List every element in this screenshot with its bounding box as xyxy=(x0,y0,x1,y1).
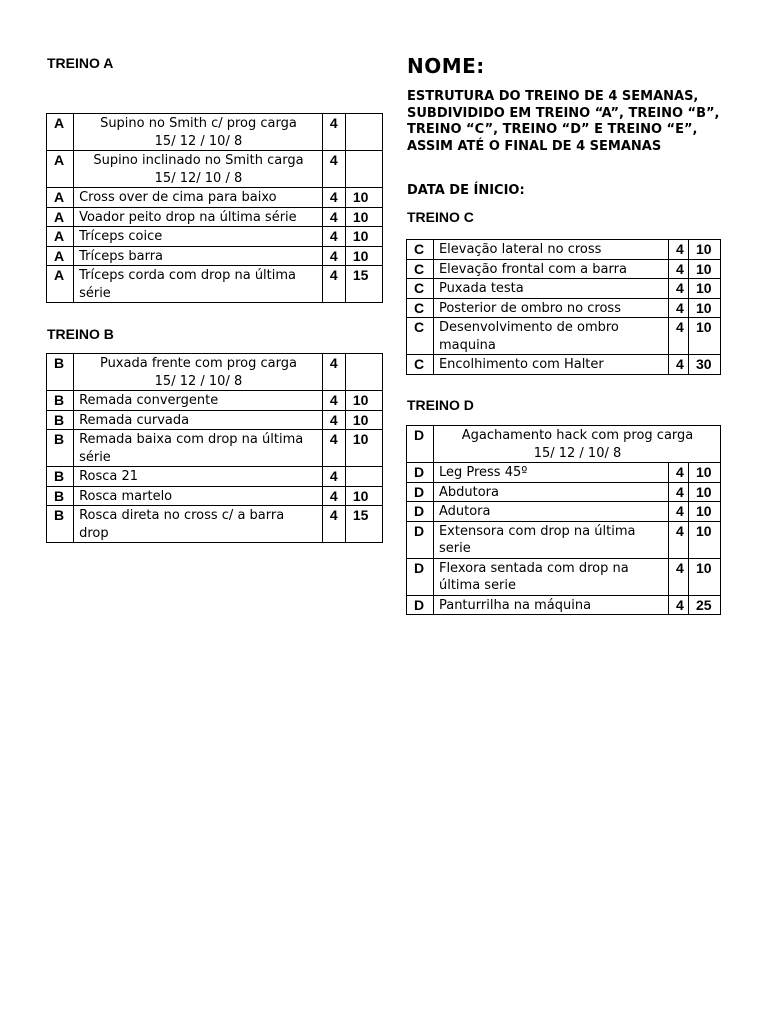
day-letter: A xyxy=(47,266,74,303)
reps-cell: 15 xyxy=(345,266,382,303)
day-letter: B xyxy=(47,354,74,391)
exercise-name: Elevação lateral no cross xyxy=(433,240,668,260)
day-letter: D xyxy=(407,426,434,463)
exercise-name: Puxada testa xyxy=(433,279,668,299)
exercise-name: Abdutora xyxy=(433,482,668,502)
day-letter: B xyxy=(47,467,74,487)
reps-cell: 10 xyxy=(345,430,382,467)
treino-a-title: TREINO A xyxy=(47,55,114,71)
table-row xyxy=(47,188,383,208)
day-letter: D xyxy=(407,502,434,522)
treino-d-table xyxy=(406,425,721,615)
reps-cell: 10 xyxy=(345,227,382,247)
day-letter: D xyxy=(407,595,434,615)
sets-cell: 4 xyxy=(322,391,345,411)
sets-cell: 4 xyxy=(322,266,345,303)
exercise-progression: 15/ 12 / 10/ 8 xyxy=(533,445,622,461)
day-letter: B xyxy=(47,486,74,506)
day-letter: B xyxy=(47,391,74,411)
reps-cell: 30 xyxy=(689,355,721,375)
exercise-progression: 15/ 12/ 10 / 8 xyxy=(154,170,243,186)
table-row xyxy=(407,463,721,483)
reps-cell: 25 xyxy=(689,595,721,615)
reps-cell: 10 xyxy=(689,558,721,595)
table-row xyxy=(47,266,383,303)
day-letter: A xyxy=(47,227,74,247)
reps-cell: 10 xyxy=(345,486,382,506)
table-row xyxy=(407,279,721,299)
table-row xyxy=(47,391,383,411)
exercise-name: Voador peito drop na última série xyxy=(74,207,323,227)
table-row xyxy=(407,240,721,260)
sets-cell: 4 xyxy=(322,246,345,266)
table-row xyxy=(47,114,383,151)
reps-cell: 10 xyxy=(345,391,382,411)
exercise-name: Puxada frente com prog carga xyxy=(99,356,297,371)
exercise-cell xyxy=(433,426,720,463)
day-letter: C xyxy=(407,318,434,355)
sets-cell: 4 xyxy=(322,227,345,247)
sets-cell: 4 xyxy=(322,207,345,227)
table-row xyxy=(407,558,721,595)
table-row xyxy=(47,467,383,487)
start-date-label: DATA DE ÍNICIO: xyxy=(407,183,525,198)
exercise-name: Tríceps barra xyxy=(74,246,323,266)
exercise-name: Supino inclinado no Smith carga xyxy=(93,153,304,168)
sets-cell: 4 xyxy=(322,506,345,543)
day-letter: C xyxy=(407,279,434,299)
day-letter: B xyxy=(47,506,74,543)
exercise-name: Posterior de ombro no cross xyxy=(433,298,668,318)
day-letter: C xyxy=(407,298,434,318)
sets-cell: 4 xyxy=(322,114,345,151)
exercise-name: Adutora xyxy=(433,502,668,522)
table-row xyxy=(47,486,383,506)
table-row xyxy=(47,151,383,188)
reps-cell: 10 xyxy=(345,246,382,266)
sets-cell: 4 xyxy=(322,486,345,506)
sets-cell: 4 xyxy=(322,467,345,487)
table-row xyxy=(47,227,383,247)
day-letter: D xyxy=(407,482,434,502)
reps-cell xyxy=(345,354,382,391)
treino-a-table xyxy=(46,113,383,303)
reps-cell: 10 xyxy=(345,410,382,430)
nome-label: NOME: xyxy=(407,54,485,78)
exercise-name: Agachamento hack com prog carga xyxy=(461,428,694,443)
day-letter: B xyxy=(47,430,74,467)
exercise-name: Extensora com drop na última serie xyxy=(433,521,668,558)
exercise-name: Rosca 21 xyxy=(74,467,323,487)
day-letter: C xyxy=(407,240,434,260)
exercise-name: Tríceps corda com drop na última série xyxy=(74,266,323,303)
day-letter: B xyxy=(47,410,74,430)
day-letter: C xyxy=(407,355,434,375)
reps-cell: 10 xyxy=(689,482,721,502)
exercise-name: Elevação frontal com a barra xyxy=(433,259,668,279)
reps-cell: 10 xyxy=(689,240,721,260)
exercise-name: Encolhimento com Halter xyxy=(433,355,668,375)
reps-cell: 10 xyxy=(689,521,721,558)
day-letter: D xyxy=(407,463,434,483)
reps-cell: 10 xyxy=(689,298,721,318)
sets-cell: 4 xyxy=(322,410,345,430)
exercise-name: Leg Press 45º xyxy=(433,463,668,483)
sets-cell: 4 xyxy=(322,188,345,208)
table-row xyxy=(407,502,721,522)
table-row xyxy=(47,354,383,391)
reps-cell: 10 xyxy=(345,207,382,227)
reps-cell: 10 xyxy=(689,318,721,355)
sets-cell: 4 xyxy=(669,521,689,558)
sets-cell: 4 xyxy=(669,279,689,299)
day-letter: D xyxy=(407,521,434,558)
reps-cell: 10 xyxy=(689,502,721,522)
table-row xyxy=(407,426,721,463)
day-letter: C xyxy=(407,259,434,279)
exercise-name: Remada convergente xyxy=(74,391,323,411)
table-row xyxy=(47,506,383,543)
exercise-name: Rosca direta no cross c/ a barra drop xyxy=(74,506,323,543)
treino-b-title: TREINO B xyxy=(47,326,114,342)
sets-cell: 4 xyxy=(669,355,689,375)
exercise-progression: 15/ 12 / 10/ 8 xyxy=(154,373,243,389)
sets-cell: 4 xyxy=(669,240,689,260)
treino-b-table xyxy=(46,353,383,543)
exercise-name: Rosca martelo xyxy=(74,486,323,506)
table-row xyxy=(407,355,721,375)
table-row xyxy=(407,595,721,615)
day-letter: A xyxy=(47,151,74,188)
table-row xyxy=(47,246,383,266)
reps-cell: 10 xyxy=(689,279,721,299)
sets-cell: 4 xyxy=(669,318,689,355)
day-letter: A xyxy=(47,246,74,266)
table-row xyxy=(407,259,721,279)
day-letter: A xyxy=(47,207,74,227)
exercise-name: Remada baixa com drop na última série xyxy=(74,430,323,467)
exercise-name: Cross over de cima para baixo xyxy=(74,188,323,208)
sets-cell: 4 xyxy=(322,430,345,467)
table-row xyxy=(47,410,383,430)
sets-cell: 4 xyxy=(669,463,689,483)
exercise-cell xyxy=(74,151,323,188)
table-row xyxy=(407,521,721,558)
reps-cell xyxy=(345,467,382,487)
exercise-name: Flexora sentada com drop na última serie xyxy=(433,558,668,595)
sets-cell: 4 xyxy=(322,151,345,188)
sets-cell: 4 xyxy=(669,502,689,522)
treino-d-title: TREINO D xyxy=(407,397,474,413)
exercise-name: Supino no Smith c/ prog carga xyxy=(100,116,297,131)
sets-cell: 4 xyxy=(669,482,689,502)
exercise-cell xyxy=(74,114,323,151)
treino-c-title: TREINO C xyxy=(407,209,474,225)
reps-cell: 15 xyxy=(345,506,382,543)
sets-cell: 4 xyxy=(669,595,689,615)
reps-cell: 10 xyxy=(345,188,382,208)
reps-cell xyxy=(345,114,382,151)
exercise-name: Panturrilha na máquina xyxy=(433,595,668,615)
reps-cell: 10 xyxy=(689,259,721,279)
exercise-name: Tríceps coice xyxy=(74,227,323,247)
reps-cell: 10 xyxy=(689,463,721,483)
sets-cell: 4 xyxy=(669,259,689,279)
table-row xyxy=(47,207,383,227)
sets-cell: 4 xyxy=(669,558,689,595)
sets-cell: 4 xyxy=(669,298,689,318)
day-letter: A xyxy=(47,188,74,208)
exercise-cell xyxy=(74,354,323,391)
plan-description: ESTRUTURA DO TREINO DE 4 SEMANAS, SUBDIVIDIDO EM TREINO “A”, TREINO “B”, TREINO “C”, TREINO “D” E TREINO “E”, ASSIM ATÉ O FINAL DE 4 SEMANAS xyxy=(407,89,720,154)
reps-cell xyxy=(345,151,382,188)
table-row xyxy=(407,298,721,318)
day-letter: D xyxy=(407,558,434,595)
table-row xyxy=(407,318,721,355)
sets-cell: 4 xyxy=(322,354,345,391)
exercise-progression: 15/ 12 / 10/ 8 xyxy=(154,133,243,149)
exercise-name: Remada curvada xyxy=(74,410,323,430)
day-letter: A xyxy=(47,114,74,151)
exercise-name: Desenvolvimento de ombro maquina xyxy=(433,318,668,355)
treino-c-table xyxy=(406,239,721,375)
table-row xyxy=(47,430,383,467)
table-row xyxy=(407,482,721,502)
